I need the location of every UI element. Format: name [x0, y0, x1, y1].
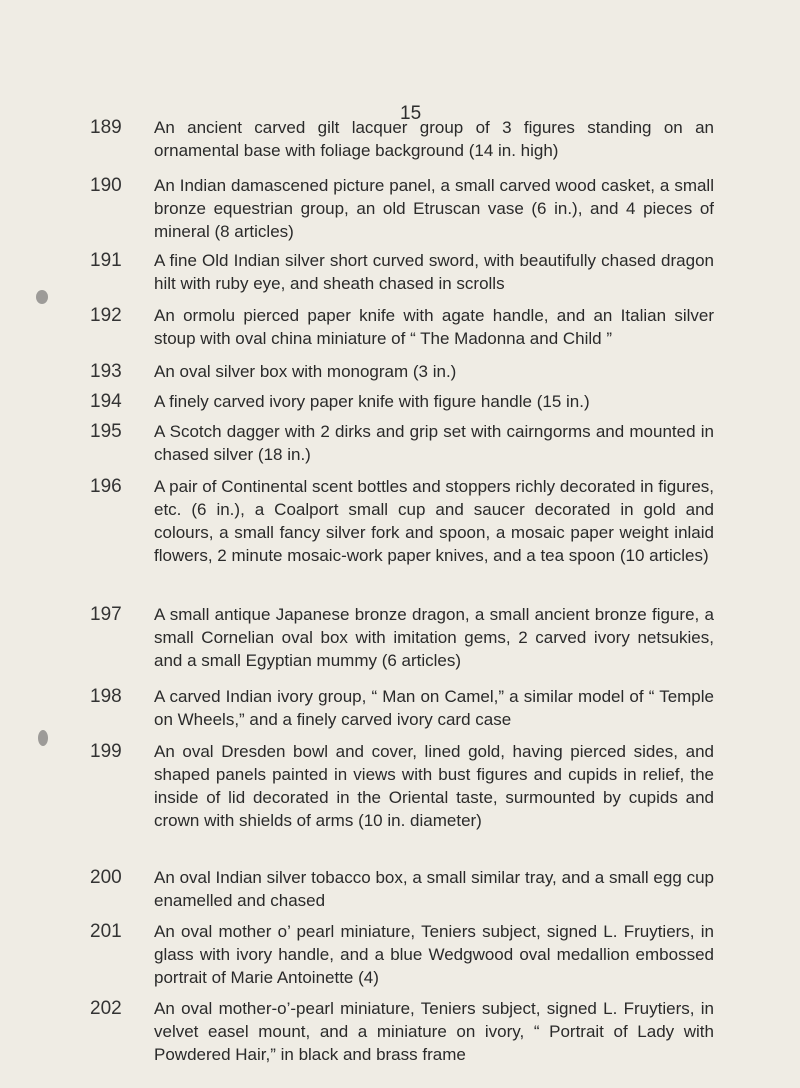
lot-description: An oval Indian silver tobacco box, a small similar tray, and a small egg cup enamelled and chased	[154, 868, 714, 910]
lot-number: 202	[90, 998, 122, 1019]
lot-number: 191	[90, 250, 122, 271]
lot-description: A Scotch dagger with 2 dirks and grip set with cairngorms and mounted in chased silver (18 in.)	[154, 422, 714, 464]
lot-description: An Indian damascened picture panel, a small carved wood casket, a small bronze equestrian group, an old Etruscan vase (6 in.), and 4 pieces of mineral (8 articles)	[154, 176, 714, 241]
lot-number: 190	[90, 175, 122, 196]
lot-number: 195	[90, 421, 122, 442]
lot-description: An oval mother o’ pearl miniature, Teniers subject, signed L. Fruytiers, in glass with ivory handle, and a blue Wedgwood oval medallion embossed portrait of Marie Antoinette (4)	[154, 922, 714, 987]
ink-blot-bottom	[38, 730, 48, 746]
lot-description: A carved Indian ivory group, “ Man on Camel,” a similar model of “ Temple on Wheels,” and a finely carved ivory card case	[154, 687, 714, 729]
lot-number: 201	[90, 921, 122, 942]
lot-number: 199	[90, 741, 122, 762]
lot-description: An oval mother-o’-pearl miniature, Teniers subject, signed L. Fruytiers, in velvet easel mount, and a miniature on ivory, “ Portrait of Lady with Powdered Hair,” in black and brass frame	[154, 999, 714, 1064]
lot-number: 198	[90, 686, 122, 707]
lot-description: An oval silver box with monogram (3 in.)	[154, 362, 457, 381]
lot-description: A small antique Japanese bronze dragon, a small ancient bronze figure, a small Cornelian oval box with imitation gems, 2 carved ivory netsukies, and a small Egyptian mummy (6 articles)	[154, 605, 714, 670]
lot-number: 200	[90, 867, 122, 888]
lot-number: 189	[90, 117, 122, 138]
ink-blot-top	[36, 290, 48, 304]
lot-description: A pair of Continental scent bottles and stoppers richly decorated in figures, etc. (6 in.), a Coalport small cup and saucer decorated in gold and colours, a small fancy silver fork and spoon, a mosaic paper weight inlaid flowers, 2 minute mosaic-work paper knives, and a tea spoon (10 articles)	[154, 477, 714, 565]
lot-description: An ormolu pierced paper knife with agate handle, and an Italian silver stoup with oval china miniature of “ The Madonna and Child ”	[154, 306, 714, 348]
lot-description: A fine Old Indian silver short curved sword, with beautifully chased dragon hilt with ruby eye, and sheath chased in scrolls	[154, 251, 714, 293]
lot-description: An oval Dresden bowl and cover, lined gold, having pierced sides, and shaped panels painted in views with bust figures and cupids in relief, the inside of lid decorated in the Oriental taste, surmounted by cupids and crown with shields of arms (10 in. diameter)	[154, 742, 714, 830]
lot-number: 192	[90, 305, 122, 326]
lot-number: 194	[90, 391, 122, 412]
lot-number: 197	[90, 604, 122, 625]
lot-number: 193	[90, 361, 122, 382]
lot-description: A finely carved ivory paper knife with figure handle (15 in.)	[154, 392, 590, 411]
lot-description: An ancient carved gilt lacquer group of 3 figures standing on an ornamental base with foliage background (14 in. high)	[154, 118, 714, 160]
page-number: 15	[400, 103, 422, 124]
lot-number: 196	[90, 476, 122, 497]
